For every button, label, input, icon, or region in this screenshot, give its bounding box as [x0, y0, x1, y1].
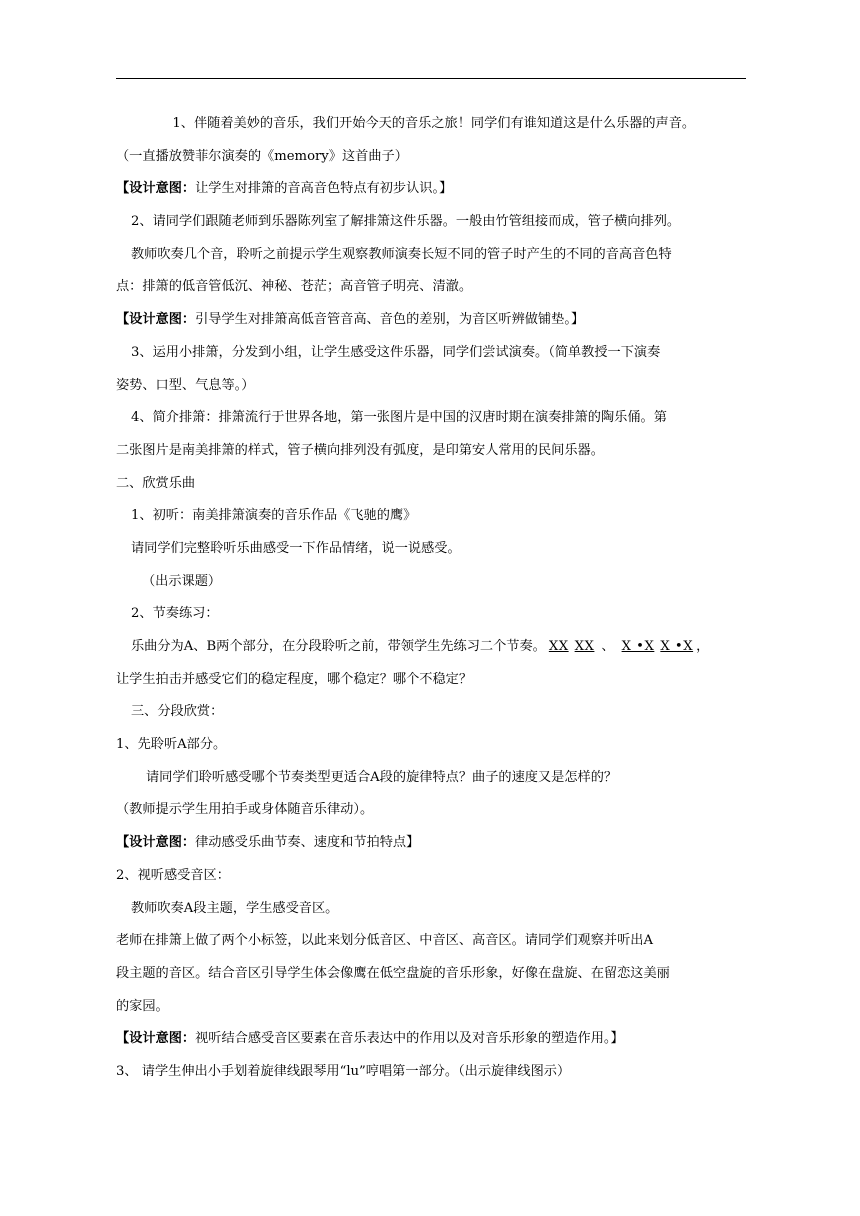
paragraph-line	[116, 108, 746, 141]
paragraph-line	[116, 468, 746, 501]
paragraph-line	[116, 500, 746, 533]
line-text: （教师提示学生用拍手或身体随音乐律动）。	[116, 802, 374, 818]
line-text: 二、欣赏乐曲	[116, 475, 196, 491]
line-text: 姿势、口型、气息等。）	[116, 377, 255, 393]
design-intent-label: 【设计意图：	[116, 835, 196, 851]
paragraph-line	[116, 860, 746, 893]
paragraph-line	[116, 402, 746, 435]
design-intent-line	[116, 827, 746, 860]
line-text: 乐曲分为A、B两个部分，在分段聆听之前，带领学生先练习二个节奏。	[131, 639, 546, 654]
paragraph-line	[116, 370, 746, 403]
rhythm-pattern: X •X	[660, 639, 694, 654]
paragraph-line	[116, 762, 746, 795]
line-text: （出示课题）	[142, 573, 222, 589]
paragraph-line	[116, 1056, 746, 1089]
rhythm-separator: 、	[601, 639, 615, 654]
paragraph-line	[116, 239, 746, 272]
line-text: 视听结合感受音区要素在音乐表达中的作用以及对音乐形象的塑造作用。】	[195, 1031, 624, 1047]
paragraph-line	[116, 435, 746, 468]
paragraph-line	[116, 566, 746, 599]
line-text: 让学生拍击并感受它们的稳定程度，哪个稳定？哪个不稳定？	[116, 671, 473, 687]
paragraph-line	[116, 696, 746, 729]
line-text: 1、初听：南美排箫演奏的音乐作品《飞驰的鹰》	[131, 508, 417, 524]
paragraph-line	[116, 598, 746, 631]
paragraph-line	[116, 206, 746, 239]
paragraph-line	[116, 893, 746, 926]
paragraph-line	[116, 958, 746, 991]
rhythm-pattern: X •X	[621, 639, 655, 654]
rhythm-pattern: XX	[574, 639, 595, 654]
line-text: 的家园。	[116, 998, 169, 1014]
line-text: 段主题的音区。结合音区引导学生体会像鹰在低空盘旋的音乐形象，好像在盘旋、在留恋这美丽	[116, 965, 670, 981]
paragraph-line	[116, 794, 746, 827]
line-text: 二张图片是南美排箫的样式，管子横向排列没有弧度，是印第安人常用的民间乐器。	[116, 442, 604, 458]
paragraph-line	[116, 925, 746, 958]
line-text: 点：排箫的低音管低沉、神秘、苍茫；高音管子明亮、清澈。	[116, 279, 473, 295]
paragraph-line	[116, 991, 746, 1024]
line-text: 4、简介排箫：排箫流行于世界各地，第一张图片是中国的汉唐时期在演奏排箫的陶乐俑。第	[131, 410, 667, 426]
line-text: 律动感受乐曲节奏、速度和节拍特点】	[195, 835, 420, 851]
line-text: 引导学生对排箫高低音管音高、音色的差别，为音区听辨做铺垫。】	[195, 312, 585, 328]
line-text: 1、先聆听A部分。	[116, 737, 227, 753]
design-intent-line	[116, 173, 746, 206]
paragraph-line	[116, 271, 746, 304]
paragraph-line	[116, 141, 746, 174]
paragraph-line	[116, 337, 746, 370]
line-text: 请同学们完整聆听乐曲感受一下作品情绪，说一说感受。	[131, 540, 461, 556]
paragraph-line	[116, 729, 746, 762]
paragraph-line	[116, 631, 746, 664]
rhythm-pattern: XX	[548, 639, 569, 654]
header-rule	[116, 78, 746, 79]
line-text: （一直播放赞菲尔演奏的《memory》这首曲子）	[116, 148, 408, 164]
design-intent-line	[116, 304, 746, 337]
design-intent-label: 【设计意图：	[116, 312, 196, 328]
line-text: 教师吹奏A段主题，学生感受音区。	[131, 900, 339, 916]
design-intent-label: 【设计意图：	[116, 1031, 196, 1047]
line-text: 2、视听感受音区：	[116, 867, 230, 883]
design-intent-line	[116, 1023, 746, 1056]
line-text: 请同学们聆听感受哪个节奏类型更适合A段的旋律特点？曲子的速度又是怎样的？	[146, 769, 618, 785]
paragraph-line	[116, 533, 746, 566]
line-text: 教师吹奏几个音，聆听之前提示学生观察教师演奏长短不同的管子时产生的不同的音高音色特	[131, 246, 672, 262]
line-text: 1、伴随着美妙的音乐，我们开始今天的音乐之旅！同学们有谁知道这是什么乐器的声音。	[146, 116, 696, 131]
rhythm-separator: ，	[696, 639, 710, 654]
line-text: 3、 请学生伸出小手划着旋律线跟琴用“lu”哼唱第一部分。（出示旋律线图示）	[116, 1063, 571, 1079]
line-text: 三、分段欣赏：	[131, 704, 224, 720]
document-body	[116, 108, 746, 1089]
design-intent-label: 【设计意图：	[116, 181, 196, 197]
line-text: 2、节奏练习：	[131, 606, 219, 622]
line-text: 让学生对排箫的音高音色特点有初步认识。】	[195, 181, 453, 197]
paragraph-line	[116, 664, 746, 697]
line-text: 2、请同学们跟随老师到乐器陈列室了解排箫这件乐器。一般由竹管组接而成，管子横向排列。	[131, 214, 681, 230]
line-text: 老师在排箫上做了两个小标签，以此来划分低音区、中音区、高音区。请同学们观察并听出A	[116, 933, 654, 949]
line-text: 3、运用小排箫，分发到小组，让学生感受这件乐器，同学们尝试演奏。（简单教授一下演奏	[131, 344, 661, 360]
